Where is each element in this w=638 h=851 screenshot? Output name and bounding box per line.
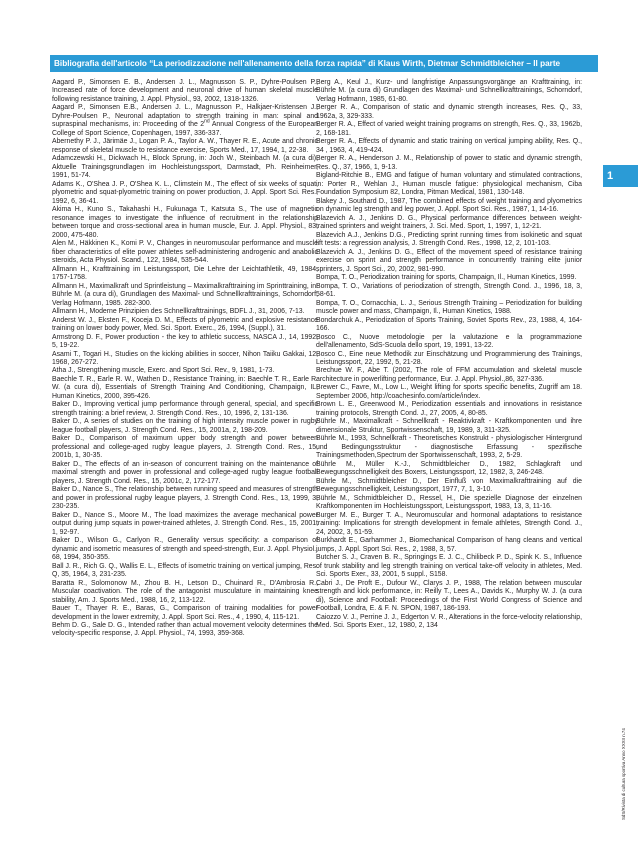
reference-entry: Allmann H., Maximalkraft und Sprintleistung – Maximalkrafttraining im Sprinttraining, in: Bührle M. (a cura di), Grundlagen des Maximal- und Schnellkrafttrainings, Schorndorf, Verlag Hofmann, 1985. 282-300. bbox=[52, 282, 318, 307]
reference-entry: Armstrong D. F., Power production - the key to athletic success, NASCA J., 14, 1992, 5, 19-22. bbox=[52, 333, 318, 350]
chapter-number: 1 bbox=[607, 170, 614, 182]
reference-entry: Bührle M., 1993, Schnellkraft - Theoretisches Konstrukt - physiologischer Hintergrund und Bedingungsstruktur - diagnostische Erfassung - spezifische Trainingsmethoden,Spectrum der Sportwissenschaft, 1993, 2, 5-29. bbox=[316, 435, 582, 460]
reference-entry: Baker D., Improving vertical jump performance through general, special, and specific strength training: a brief review, J. Strength Cond. Res., 10, 1996, 2, 131-136. bbox=[52, 401, 318, 417]
side-credit: SdS/Rivista di cultura sportiva Anno XXXII n.74 bbox=[621, 728, 626, 820]
bibliography-header bbox=[50, 55, 598, 72]
reference-entry: Bührle M., Maximalkraft - Schnellkraft - Reaktivkraft - Kraftkomponenten und ihre dimensionale Struktur, Sportwissenschaft, 19, 1989, 3, 311-325. bbox=[316, 418, 582, 434]
reference-entry: Brewer C., Favre, M., Low L., Weight lifting for sports specific benefits, Zugriff am 18. September 2006, http://coachesinfo.com/article/index. bbox=[316, 384, 582, 400]
reference-entry: Bigland-Ritchie B., EMG and fatigue of human voluntary and stimulated contractions, in: Porter R., Wehlan J., Human muscle fatigue: physiological mechanism, Ciba Foundation Symposium 82, Londra, Pitman Medical, 1981, 130-148. bbox=[316, 172, 582, 197]
reference-entry: Baratta R., Solomonow M., Zhou B. H., Letson D., Chuinard R., D'Ambrosia R., Muscular coactivation. The role of the antagonist musculature in maintaining knee stability, Am. J. Sports Med., 1988, 16, 2, 113-122. bbox=[52, 579, 318, 604]
reference-entry: Blazevich A. J., Jenkins D. G., Effect of the movement speed of resistance training exercise on sprint and strength performance in concurrently training elite junior sprinters, J. Sport Sci., 20, 2002, 981-990. bbox=[316, 248, 582, 273]
reference-entry: Berger R. A., Effects of dynamic and static training on vertical jumping ability, Res. Q., 34 , 1963, 4, 419-424. bbox=[316, 138, 582, 154]
reference-entry: Blakey J., Southard D., 1987, The combined effects of weight training and plyometrics on dynamic leg strength and leg power, J. Appl. Sport Sci. Res., 1987, 1, 14-16. bbox=[316, 197, 582, 214]
reference-entry: Alen M., Häkkinen K., Komi P. V., Changes in neuromuscular performance and muscle fiber characteristics of elite power athletes self-administering androgenic and anabolic steroids, Acta Physiol. Scand., 122, 1984, 535-544. bbox=[52, 240, 318, 265]
reference-entry: Adams K., O'Shea J. P., O'Shea K. L., Climstein M., The effect of six weeks of squat, plyometric and squat-plyometric training on power production, J. Appl. Sport Sci. Res., 1992, 6, 36-41. bbox=[52, 180, 318, 205]
reference-entry: Brechue W. F., Abe T. (2002, The role of FFM accumulation and skeletal muscle architecture in powerlifting performance, Eur. J. Appl. Physiol.,86, 327-336. bbox=[316, 367, 582, 383]
reference-entry: Bührle M., Schmidtbleicher D., Ressel, H., Die spezielle Diagnose der einzelnen Kraftkomponenten im Hochleistungssport, Leistungssport, 1983, 13, 3, 11-16. bbox=[316, 494, 582, 511]
reference-entry: Bompa, T. O., Variations of periodization of strength, Strength Cond. J., 1996, 18, 3, 58-61. bbox=[316, 282, 582, 299]
header-title: Bibliografia dell'articolo “La periodizzazione nell'allenamento della forza rapida” di Klaus Wirth, Dietmar Schmidtbleicher – II parte bbox=[54, 59, 561, 68]
reference-entry: Baker D., The effects of an in-season of concurrent training on the maintenance of maximal strength and power in professional and college-aged rugby league football players, J. Strength Cond. Res., 15, 2001c, 2, 172-177. bbox=[52, 460, 318, 485]
reference-entry: Berger R. A., Henderson J. M., Relationship of power to static and dynamic strength, Res. Q., 37, 1966, 1, 9-13. bbox=[316, 155, 582, 171]
reference-entry: Blazevich A.J., Jenkins D.G., Predicting sprint running times from isokinetic and squat lift tests: a regression analysis, J. Strength Cond. Res., 1998, 12, 2, 101-103. bbox=[316, 231, 582, 248]
reference-entry: Baker D., A series of studies on the training of high intensity muscle power in rugby league football players, J. Strength Cond. Res., 15, 2001a, 2, 198-209. bbox=[52, 418, 318, 434]
reference-entry: Baker D., Wilson G., Carlyon R., Generality versus specificity: a comparison of dynamic and isometric measures of strength and speed-strength, Eur. J. Appl. Physiol., 68, 1994, 350-355. bbox=[52, 537, 318, 562]
reference-entry: Berger R. A., Comparison of static and dynamic strength increases, Res. Q., 33, 1962a, 3, 329-333. bbox=[316, 104, 582, 120]
reference-entry: Aagard P., Simonsen E. B., Andersen J. L., Magnusson S. P., Dyhre-Poulsen P., Increased rate of force development and neuronal drive of human skeletal muscle following resistance training, J. Appl. Physiol., 93, 2002, 1318-1326. bbox=[52, 79, 318, 103]
chapter-tab-marker bbox=[603, 165, 638, 187]
reference-entry: Baker D., Nance S., The relationship between running speed and measures of strength and power in professional rugby league players, J. Strength Cond. Res., 13, 1999, 3, 230-235. bbox=[52, 486, 318, 511]
reference-entry: Anderst W. J., Eksten F., Koceja D. M., Effects of plyometric and explosive resistance training on lower body power, Med. Sci. Sport. Exerc., 26, 1994, (Suppl.), 31. bbox=[52, 316, 318, 333]
reference-entry: Allmann H., Moderne Prinzipien des Schnellkrafttrainings, BDFL J., 31, 2006, 7-13. bbox=[52, 308, 305, 316]
reference-entry: Bührle M., Schmidtbleicher D., Der Einfluß von Maximalkrafttraining auf die Bewegungsschnelligkeit, Leistungssport, 1977, 7, 1, 3-10. bbox=[316, 477, 582, 494]
reference-entry: Bompa, T. O., Periodization training for sports, Champaign, Il., Human Kinetics, 1999. bbox=[316, 274, 577, 282]
reference-entry: Berger R. A., Effect of varied weight training programs on strength, Res. Q., 33, 1962b, 2, 168-181. bbox=[316, 121, 582, 137]
reference-entry: Cabri J., De Proft E., Dufour W., Clarys J. P., 1988, The relation between muscular strength and kick performance, in: Reilly T., Lees A., Davids K., Murphy W. J. (a cura di), Science and Football: Proceedings of the First World Congress of Science and Football, Londra, E. & F. N. SPON, 1987, 186-193. bbox=[316, 579, 582, 613]
reference-entry: Baker D., Nance S., Moore M., The load maximizes the average mechanical power output during jump squats in power-trained athletes, J. Strength Cond. Res., 15, 2001, 1, 92-97. bbox=[52, 511, 318, 536]
reference-entry: Asami T., Togari H., Studies on the kicking abilities in soccer, Nihon Taiiku Gakkai, 12, 1968, 267-272. bbox=[52, 350, 318, 366]
reference-entry: Burkhardt E., Garhammer J., Biomechanical Comparison of hang cleans and vertical jumps, J. Appl. Sport Sci. Res., 2, 1988, 3, 57. bbox=[316, 537, 582, 553]
right-reference-column bbox=[316, 79, 582, 630]
reference-entry: Caiozzo V. J., Perrine J. J., Edgerton V. R., Alterations in the force-velocity relationship, Med. Sci. Sports Exer., 12, 1980, 2, 134 bbox=[316, 613, 582, 629]
reference-entry: Atha J., Strengthening muscle, Exerc. and Sport Sci. Rev., 9, 1981, 1-73. bbox=[52, 367, 275, 375]
reference-entry: Bondarchuk A., Periodization of Sports Training, Soviet Sports Rev., 23, 1988, 4, 164-166. bbox=[316, 316, 582, 333]
reference-entry: Bompa, T. O., Cornacchia, L. J., Serious Strength Training – Periodization for building muscle power and mass, Champaign, Il., Human Kinetics, 1988. bbox=[316, 299, 582, 316]
reference-entry: Bosco C., Nuove metodologie per la valutazione e la programmazione dell'allenamento, SdS-Scuola dello sport, 19, 1991, 13-22. bbox=[316, 333, 582, 350]
left-reference-column bbox=[52, 79, 318, 639]
reference-entry: Brown L. E., Greenwood M., Periodization essentials and innovations in resistance training protocols, Strength Cond. J., 27, 2005, 4, 80-85. bbox=[316, 401, 582, 417]
reference-entry: Baker D., Comparison of maximum upper body strength and power between professional and college-aged rugby league players, J. Strength Cond. Res., 15, 2001b, 1, 30-35. bbox=[52, 435, 318, 460]
reference-entry: Akima H., Kuno S., Takahashi H., Fukunaga T., Katsuta S., The use of magnetic resonance images to investigate the influence of recruitment in the relationship between torque and cross-sectional area in human muscle, Eur. J. Appl. Physiol., 83, 2000, 475-480. bbox=[52, 206, 318, 239]
reference-entry: Bührle M., Müller K.-J., Schmidtbleicher D., 1982, Schlagkraft und Bewegungsschnelligkeit des Boxers, Leistungssport, 12, 1982, 3, 246-248. bbox=[316, 460, 582, 477]
reference-entry: Ball J. R., Rich G. Q., Wallis E. L., Effects of isometric training on vertical jumping, Res. Q, 35, 1964, 3, 231-235. bbox=[52, 562, 318, 579]
reference-entry: Bauer T., Thayer R. E., Baras, G., Comparison of training modalities for power development in the lower extremity, J. Appl. Sport Sci. Res., 4 , 1990, 4, 115-121. bbox=[52, 605, 318, 621]
reference-entry: Baechle T. R., Earle R. W., Wathen D., Resistance Training, in: Baechle T. R., Earle R. W. (a cura di), Essentials of Strength Training And Conditioning, Champaign, IL, Human Kinetics, 2000, 395-426. bbox=[52, 375, 318, 400]
reference-entry: Behm D. G., Sale D. G., Intended rather than actual movement velocity determines the velocity-specific response, J. Appl. Physiol., 74, 1993, 359-368. bbox=[52, 622, 318, 638]
reference-entry: Berg A., Keul J., Kurz- und langfristige Anpassungsvorgänge an Krafttraining, in: Bührle M. (a cura di) Grundlagen des Maximal- und Schnellkrafttrainings, Schorndorf, Verlag Hofmann, 1985, 61-80. bbox=[316, 79, 582, 103]
reference-entry: Burger M. E., Burger T. A., Neuromuscular and hormonal adaptations to resistance training: Implications for strength development in female athletes, Strength Cond. J., 24, 2002, 3, 51-59. bbox=[316, 511, 582, 536]
reference-entry: Aagard P., Simonsen E.B., Andersen J. L., Magnusson P., Halkjaer-Kristensen J., Dyhre-Poulsen P., Neuronal adaptation to strength training in man: spinal and supraspinal mechanisms, in: Proceeding of the 2nd Annual Congress of the European College of Sport Science, Copenhagen, 1997, 336-337. bbox=[52, 104, 318, 137]
reference-entry: Butcher S. J., Craven B. R., Springings E. J. C., Chilibeck P. D., Spink K. S., Influence of trunk stability and leg strength training on vertical take-off velocity in athletes, Med. Sci. Sports Exer., 33, 2001, 5 suppl., S158. bbox=[316, 554, 582, 579]
reference-entry: Adamczewski H., Dickwach H., Block Sprung, in: Joch W., Steinbach M. (a cura di), Aktuelle Trainingsgrundlagen im Hochleistungssport, Darmstadt, Ph. Reinheimer, 1991, 51-74. bbox=[52, 155, 318, 180]
reference-entry: Blazevich A. J., Jenkins D. G., Physical performance differences between weight-trained sprinters and weight trainers, J. Sci. Med. Sport, 1, 1997, 1, 12-21. bbox=[316, 214, 582, 231]
reference-entry: Bosco C., Eine neue Methodik zur Einschätzung und Programmierung des Trainings, Leistungssport, 22, 1992, 5, 21-28. bbox=[316, 350, 582, 366]
reference-entry: Allmann H., Krafttraining im Leistungssport, Die Lehre der Leichtathletik, 49, 1984, 1757-1758. bbox=[52, 265, 318, 282]
reference-entry: Abernethy P. J., Järimäe J., Logan P. A., Taylor A. W., Thayer R. E., Acute and chronic response of skeletal muscle to resistance exercise, Sports Med., 17, 1994, 1, 22-38. bbox=[52, 138, 318, 154]
